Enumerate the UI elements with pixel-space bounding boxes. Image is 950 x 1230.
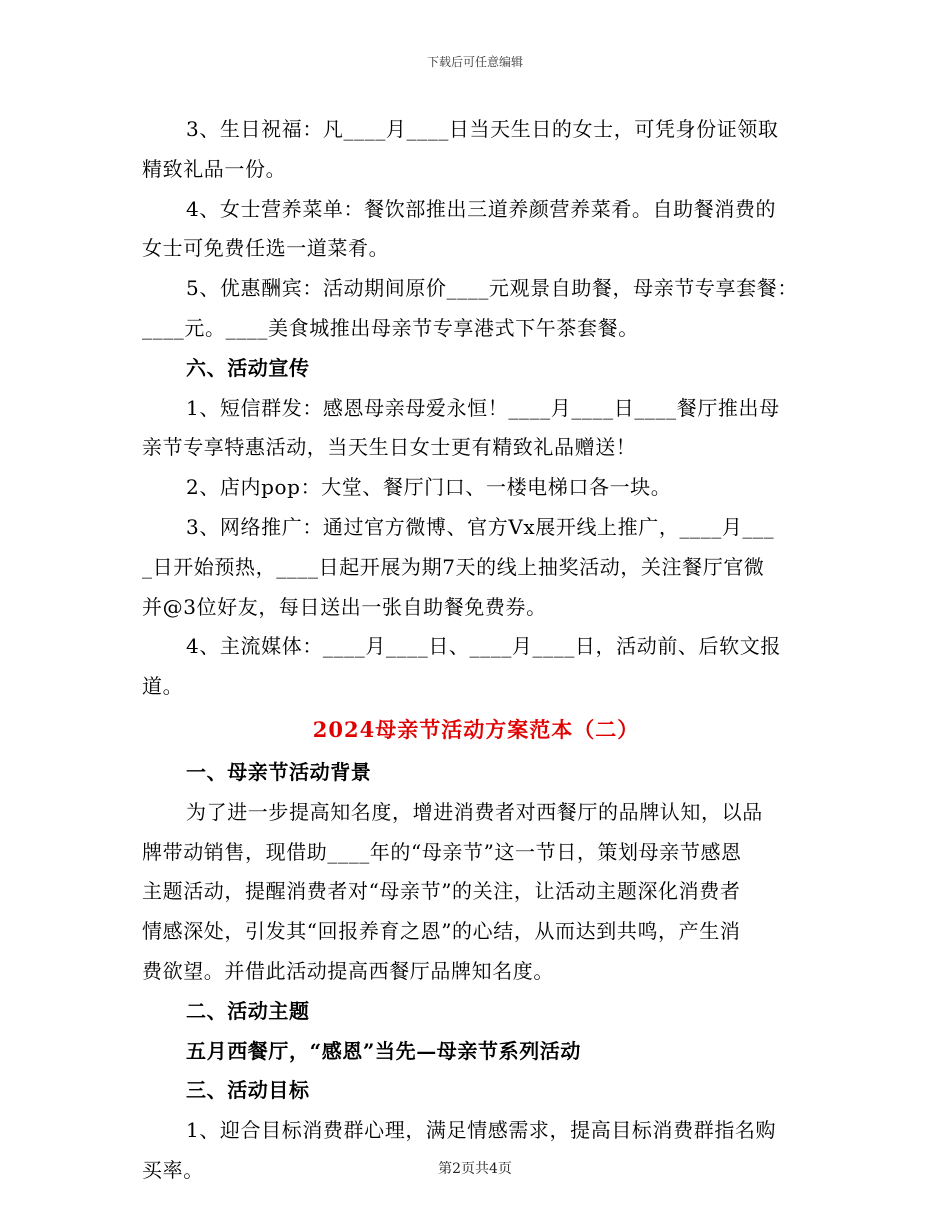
- paragraph-line: 1、短信群发：感恩母亲母爱永恒！____月____日____餐厅推出母: [186, 395, 780, 420]
- paragraph-line: 精致礼品一份。: [142, 156, 287, 181]
- paragraph-line: 5、优惠酬宾：活动期间原价____元观景自助餐，母亲节专享套餐：: [186, 276, 798, 301]
- paragraph-line: 亲节专享特惠活动，当天生日女士更有精致礼品赠送！: [142, 435, 637, 460]
- section-heading: 二、活动主题: [186, 998, 310, 1023]
- paragraph-line: _日开始预热，____日起开展为期7天的线上抽奖活动，关注餐厅官微: [142, 554, 765, 579]
- paragraph-line: 买率。: [142, 1157, 204, 1182]
- page-footer: 第2页共4页: [438, 1161, 512, 1177]
- paragraph-line: 1、迎合目标消费群心理，满足情感需求，提高目标消费群指名购: [186, 1118, 777, 1143]
- paragraph-line: 牌带动销售，现借助____年的“母亲节”这一节日，策划母亲节感恩: [142, 839, 742, 864]
- paragraph-line: 主题活动，提醒消费者对“母亲节”的关注，让活动主题深化消费者: [142, 879, 741, 904]
- section-heading: 六、活动宣传: [186, 355, 310, 380]
- theme-text: 五月西餐厅，“感恩”当先—母亲节系列活动: [186, 1038, 582, 1063]
- paragraph-line: 费欲望。并借此活动提高西餐厅品牌知名度。: [142, 958, 554, 983]
- paragraph-line: 女士可免费任选一道菜肴。: [142, 236, 390, 261]
- paragraph-line: 4、主流媒体：____月____日、____月____日，活动前、后软文报: [186, 634, 781, 659]
- paragraph-line: 2、店内pop：大堂、餐厅门口、一楼电梯口各一块。: [186, 475, 672, 500]
- paragraph-line: 3、生日祝福：凡____月____日当天生日的女士，可凭身份证领取: [186, 117, 779, 141]
- paragraph-line: 3、网络推广：通过官方微博、官方Vx展开线上推广，____月___: [186, 514, 775, 539]
- document-title: 2024母亲节活动方案范本（二）: [312, 716, 640, 742]
- paragraph-line: ____元。____美食城推出母亲节专享港式下午茶套餐。: [142, 315, 639, 340]
- page-header: 下载后可任意编辑: [426, 55, 523, 69]
- paragraph-line: 情感深处，引发其“回报养育之恩”的心结，从而达到共鸣，产生消: [142, 919, 741, 944]
- section-heading: 一、母亲节活动背景: [186, 759, 372, 784]
- document-body: [142, 110, 810, 1191]
- paragraph-line: 道。: [142, 674, 184, 699]
- paragraph-line: 为了进一步提高知名度，增进消费者对西餐厅的品牌认知，以品: [186, 799, 763, 824]
- paragraph-line: 4、女士营养菜单：餐饮部推出三道养颜营养菜肴。自助餐消费的: [186, 196, 777, 221]
- paragraph-line: 并@3位好友，每日送出一张自助餐免费券。: [142, 594, 547, 619]
- section-heading: 三、活动目标: [186, 1078, 310, 1103]
